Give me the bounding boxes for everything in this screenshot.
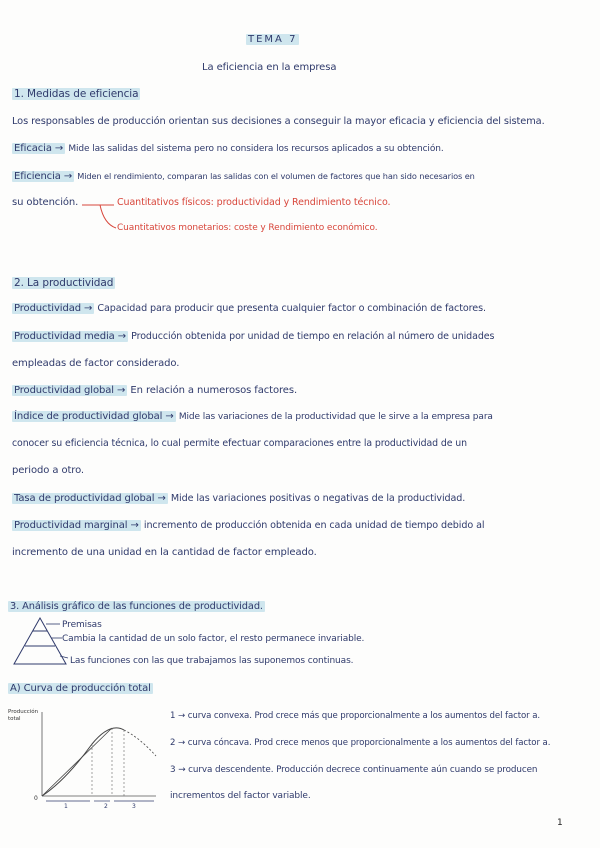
tasa-productividad-term: Tasa de productividad global → (14, 493, 166, 504)
curve-2-description: 2 → curva cóncava. Prod crece menos que proporcionalmente a los aumentos del factor a. (170, 738, 551, 748)
indice-productividad-text-3: periodo a otro. (12, 465, 85, 476)
eficiencia-text-2: su obtención. (12, 197, 79, 208)
section-3-heading: 3. Análisis gráfico de las funciones de productividad. (10, 601, 263, 612)
premisa-2: Las funciones con las que trabajamos las suponemos continuas. (70, 656, 354, 666)
branch-connector (80, 196, 120, 236)
tasa-productividad-line (12, 493, 465, 504)
productividad-text: Capacidad para producir que presenta cualquier factor o combinación de factores. (97, 303, 486, 314)
productividad-media-text-2: empleadas de factor considerado. (12, 358, 180, 369)
premisa-1: Cambia la cantidad de un solo factor, el resto permanece invariable. (62, 634, 365, 644)
section-2-heading: 2. La productividad (14, 277, 114, 289)
graph-ylabel-1: Producción (8, 709, 39, 715)
graph-tick-3: 3 (132, 803, 136, 810)
curve-3-description-1: 3 → curva descendente. Producción decrece continuamente aún cuando se producen (170, 765, 538, 775)
graph-curve-dashed (124, 730, 156, 756)
premisas-label: Premisas (62, 620, 102, 630)
curve-3-description-2: incrementos del factor variable. (170, 791, 311, 801)
productividad-media-term: Productividad media → (14, 331, 127, 342)
productividad-global-line (12, 385, 297, 396)
graph-tangent (42, 728, 112, 796)
productividad-term: Productividad → (14, 303, 93, 314)
indice-productividad-line (12, 411, 493, 422)
productividad-global-term: Productividad global → (14, 385, 126, 396)
branch-monetary: Cuantitativos monetarios: coste y Rendimiento económico. (117, 223, 378, 233)
productividad-marginal-text-1: incremento de producción obtenida en cada unidad de tiempo debido al (143, 520, 485, 531)
subsection-a-heading: A) Curva de producción total (10, 683, 151, 694)
section-1-heading: 1. Medidas de eficiencia (14, 88, 139, 100)
productividad-global-text: En relación a numerosos factores. (130, 385, 298, 396)
graph-tick-1: 1 (64, 803, 68, 810)
productividad-media-text-1: Producción obtenida por unidad de tiempo en relación al número de unidades (131, 331, 495, 342)
section-1-intro: Los responsables de producción orientan sus decisiones a conseguir la mayor eficacia y eficiencia del sistema. (12, 116, 545, 127)
branch-physical: Cuantitativos físicos: productividad y Rendimiento técnico. (117, 197, 391, 208)
indice-productividad-text-1: Mide las variaciones de la productividad que le sirve a la empresa para (178, 412, 493, 422)
productividad-media-line (12, 331, 494, 342)
productividad-marginal-line (12, 520, 484, 531)
productividad-marginal-text-2: incremento de una unidad en la cantidad de factor empleado. (12, 547, 317, 558)
productividad-marginal-term: Productividad marginal → (14, 520, 139, 531)
eficacia-text: Mide las salidas del sistema pero no considera los recursos aplicados a su obtención. (68, 144, 444, 154)
eficiencia-text-1: Miden el rendimiento, comparan las salidas con el volumen de factores que han sido necesarios en (77, 171, 475, 181)
graph-ylabel-2: total (8, 716, 21, 722)
tasa-productividad-text: Mide las variaciones positivas o negativas de la productividad. (170, 493, 466, 504)
page-title: TEMA 7 (248, 34, 298, 45)
graph-tick-2: 2 (104, 803, 108, 810)
page-subtitle: La eficiencia en la empresa (202, 62, 337, 73)
curve-1-description: 1 → curva convexa. Prod crece más que proporcionalmente a los aumentos del factor a. (170, 711, 541, 721)
graph-origin: 0 (34, 795, 38, 802)
production-curve-graph (6, 704, 162, 810)
productividad-line (12, 303, 486, 314)
eficacia-term: Eficacia → (14, 143, 64, 154)
indice-productividad-text-2: conocer su eficiencia técnica, lo cual permite efectuar comparaciones entre la productividad de un (12, 438, 467, 449)
page-number: 1 (557, 818, 563, 828)
eficiencia-term: Eficiencia → (14, 171, 73, 182)
eficacia-line (12, 143, 444, 154)
indice-productividad-term: Índice de productividad global → (14, 411, 174, 422)
eficiencia-line (12, 171, 475, 182)
